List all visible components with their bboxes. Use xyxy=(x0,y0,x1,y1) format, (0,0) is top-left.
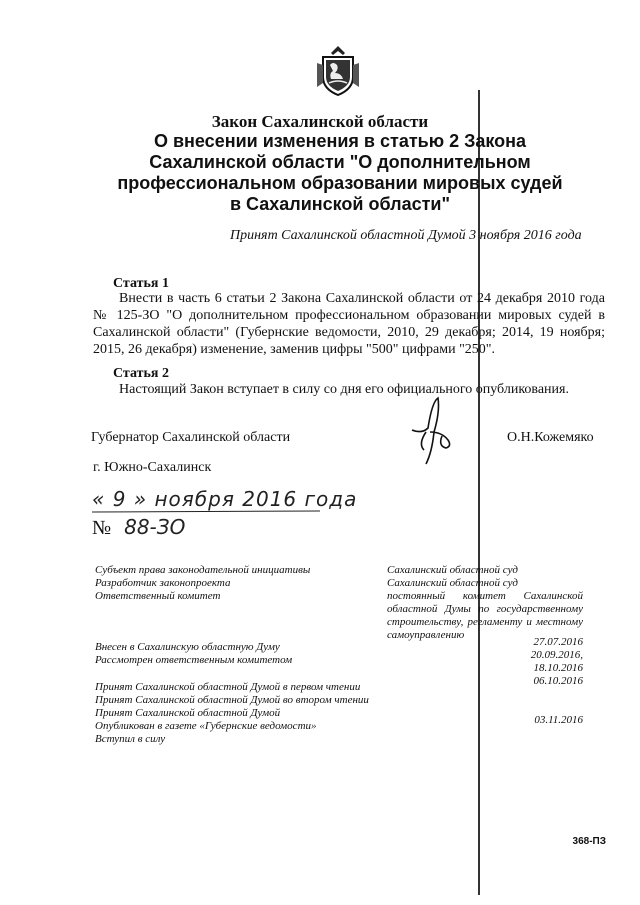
history-spacer xyxy=(95,667,369,681)
info-value: постоянный комитет Сахалинской областной Думы по государственному строительству, регламенту и местному самоуправлению xyxy=(387,590,583,641)
signatory-name: О.Н.Кожемяко xyxy=(507,430,594,445)
article2-heading: Статья 2 xyxy=(113,366,169,381)
article1-text: Внести в часть 6 статьи 2 Закона Сахалинской области от 24 декабря 2010 года № 125-ЗО "О дополнительном профессиональном образовании мировых судей в Сахалинской области" (Губернские ведомости, 2010, 29 декабря; 2014, 19 ноября; 2015, 26 декабря) изменение, заменив цифры "500" цифрами "250". xyxy=(93,291,605,357)
info-value: Сахалинский областной суд xyxy=(387,564,518,576)
subject-line: О внесении изменения в статью 2 Закона xyxy=(153,131,527,151)
legislation-info-left xyxy=(95,564,310,603)
history-date: 03.11.2016 xyxy=(534,714,583,726)
subject-line: Сахалинской области "О дополнительном xyxy=(149,152,531,172)
adoption-note: Принят Сахалинской областной Думой 3 ноября 2016 года xyxy=(230,228,582,243)
history-label: Рассмотрен ответственным комитетом xyxy=(95,654,293,666)
history-date: 20.09.2016, xyxy=(530,649,583,661)
info-value: Сахалинский областной суд xyxy=(387,577,518,589)
handwritten-number: 88-ЗО xyxy=(124,515,186,539)
history-label: Внесен в Сахалинскую областную Думу xyxy=(95,641,280,653)
history-label: Вступил в силу xyxy=(95,733,166,745)
handwritten-signature xyxy=(392,392,472,472)
law-number-line xyxy=(92,515,185,540)
legislation-history-dates xyxy=(463,636,583,727)
history-date: 06.10.2016 xyxy=(533,675,583,687)
registration-stamp: 368-ПЗ xyxy=(572,836,606,847)
signatory-position: Губернатор Сахалинской области xyxy=(91,430,291,445)
info-label: Субъект права законодательной инициативы xyxy=(95,564,311,576)
law-title: Закон Сахалинской области xyxy=(211,112,429,131)
legislation-history xyxy=(95,641,369,746)
article2-text: Настоящий Закон вступает в силу со дня его официального опубликования. xyxy=(119,382,569,397)
history-label: Принят Сахалинской областной Думой xyxy=(95,707,281,719)
subject-line: профессиональном образовании мировых судей xyxy=(117,173,563,193)
number-sign: № xyxy=(92,517,112,539)
article1-heading: Статья 1 xyxy=(113,276,169,291)
handwritten-date: « 9 » ноября 2016 года xyxy=(92,487,358,511)
legislation-info-right xyxy=(387,564,583,642)
history-label: Принят Сахалинской областной Думой в первом чтении xyxy=(95,681,361,693)
subject-line: в Сахалинской области" xyxy=(229,194,451,214)
history-spacer xyxy=(463,688,583,701)
history-spacer xyxy=(463,701,583,714)
history-label: Принят Сахалинской областной Думой во втором чтении xyxy=(95,694,369,706)
place-of-signing: г. Южно-Сахалинск xyxy=(93,460,212,475)
history-date: 18.10.2016 xyxy=(533,662,583,674)
coat-of-arms-emblem xyxy=(317,43,359,97)
info-label: Разработчик законопроекта xyxy=(95,577,231,589)
history-date: 27.07.2016 xyxy=(533,636,583,648)
history-label: Опубликован в газете «Губернские ведомости» xyxy=(95,720,317,732)
law-subject xyxy=(90,131,590,215)
info-label: Ответственный комитет xyxy=(95,590,221,602)
